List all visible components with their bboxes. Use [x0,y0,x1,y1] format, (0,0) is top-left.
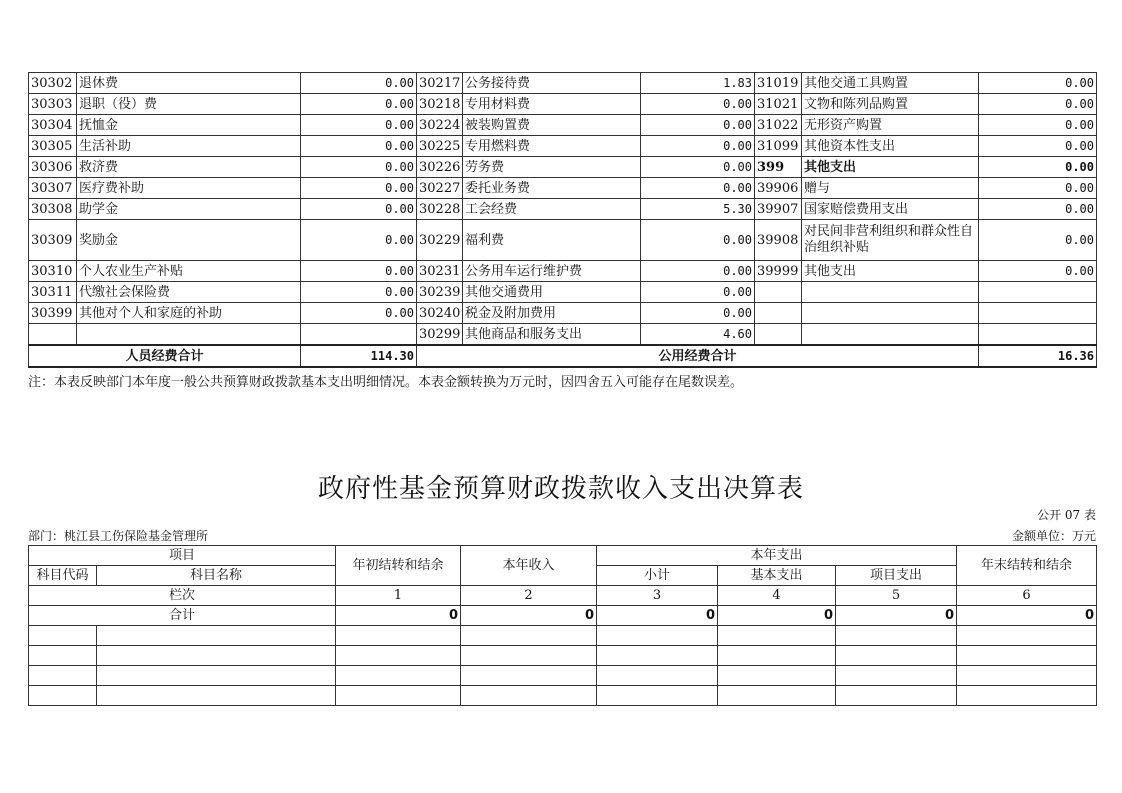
subject-code: 30306 [29,157,77,178]
subject-name: 抚恤金 [77,115,301,136]
subject-name: 税金及附加费用 [463,303,641,324]
empty-cell [336,646,461,666]
subject-code: 30310 [29,261,77,282]
subject-code: 30226 [417,157,463,178]
table-row [29,157,1097,178]
empty-cell [97,666,336,686]
total-value: 0 [718,606,836,626]
empty-cell [957,686,1097,706]
subject-code: 31019 [755,73,802,94]
amount: 0.00 [979,157,1097,178]
empty-cell [461,626,597,646]
empty-row [29,666,1097,686]
empty-cell [597,626,718,646]
subject-name: 退职（役）费 [77,94,301,115]
header-expense: 本年支出 [597,546,957,566]
subject-name: 劳务费 [463,157,641,178]
amount: 4.60 [641,324,755,346]
empty-cell [29,686,97,706]
subject-name: 其他对个人和家庭的补助 [77,303,301,324]
empty-cell [597,646,718,666]
amount: 0.00 [641,94,755,115]
total-row [29,345,1097,367]
subject-name: 其他商品和服务支出 [463,324,641,346]
subject-code: 39999 [755,261,802,282]
amount: 0.00 [301,136,417,157]
subject-code: 30240 [417,303,463,324]
subject-name: 赠与 [802,178,979,199]
column-number: 6 [957,586,1097,606]
header-closing: 年末结转和结余 [957,546,1097,586]
subject-name: 助学金 [77,199,301,220]
amount: 0.00 [301,199,417,220]
empty-cell [836,686,957,706]
column-number: 4 [718,586,836,606]
subject-name: 个人农业生产补贴 [77,261,301,282]
empty-cell [836,666,957,686]
header-name: 科目名称 [97,566,336,586]
subject-code: 30299 [417,324,463,346]
empty-cell [29,324,77,346]
subject-name: 救济费 [77,157,301,178]
subject-name: 其他资本性支出 [802,136,979,157]
subject-name: 专用燃料费 [463,136,641,157]
subject-name: 奖励金 [77,220,301,261]
subject-name: 公务接待费 [463,73,641,94]
empty-cell [802,324,979,346]
subject-name: 委托业务费 [463,178,641,199]
subject-code: 30399 [29,303,77,324]
amount: 0.00 [641,220,755,261]
empty-cell [29,666,97,686]
empty-cell [336,666,461,686]
column-number-row [29,586,1097,606]
total-value: 0 [461,606,597,626]
subject-code: 30224 [417,115,463,136]
empty-cell [957,626,1097,646]
subject-code: 30218 [417,94,463,115]
amount: 0.00 [979,261,1097,282]
empty-cell [97,646,336,666]
amount: 0.00 [301,73,417,94]
total-label: 合计 [29,606,336,626]
header-basic: 基本支出 [718,566,836,586]
empty-cell [802,282,979,303]
empty-cell [597,666,718,686]
empty-cell [979,303,1097,324]
amount: 0.00 [301,115,417,136]
form-code: 公开 07 表 [1037,508,1096,522]
empty-cell [29,626,97,646]
personnel-total-value: 114.30 [301,345,417,367]
header-income: 本年收入 [461,546,597,586]
subject-name: 公务用车运行维护费 [463,261,641,282]
subject-name: 其他支出 [802,157,979,178]
table-row [29,220,1097,261]
total-value: 0 [336,606,461,626]
subject-name: 工会经费 [463,199,641,220]
empty-cell [957,646,1097,666]
table-note: 注：本表反映部门本年度一般公共预算财政拨款基本支出明细情况。本表金额转换为万元时，因四舍五入可能存在尾数误差。 [28,375,744,390]
table-row [29,324,1097,346]
subject-code: 30228 [417,199,463,220]
amount: 0.00 [979,94,1097,115]
column-row-label: 栏次 [29,586,336,606]
subject-name: 无形资产购置 [802,115,979,136]
empty-cell [718,646,836,666]
empty-cell [336,626,461,646]
amount: 0.00 [979,199,1097,220]
subject-code: 39906 [755,178,802,199]
table-row [29,73,1097,94]
empty-cell [802,303,979,324]
subject-name: 专用材料费 [463,94,641,115]
subject-code: 30308 [29,199,77,220]
subject-code: 31022 [755,115,802,136]
column-number: 1 [336,586,461,606]
total-value: 0 [597,606,718,626]
subject-code: 30303 [29,94,77,115]
empty-cell [718,666,836,686]
subject-code: 31099 [755,136,802,157]
amount: 0.00 [979,115,1097,136]
empty-cell [957,666,1097,686]
amount: 0.00 [641,303,755,324]
column-number: 2 [461,586,597,606]
table-row [29,136,1097,157]
subject-code: 30311 [29,282,77,303]
empty-row [29,626,1097,646]
basic-expenditure-table [28,72,1097,368]
empty-cell [77,324,301,346]
public-total-label: 公用经费合计 [417,345,979,367]
subject-name: 福利费 [463,220,641,261]
subject-code: 30307 [29,178,77,199]
empty-cell [836,646,957,666]
amount: 5.30 [641,199,755,220]
amount: 0.00 [641,178,755,199]
personnel-total-label: 人员经费合计 [29,345,301,367]
empty-cell [97,686,336,706]
subject-code: 30302 [29,73,77,94]
subject-code: 30231 [417,261,463,282]
subject-name: 退休费 [77,73,301,94]
subject-name: 其他交通费用 [463,282,641,303]
amount: 0.00 [979,73,1097,94]
amount: 0.00 [641,261,755,282]
table-row [29,282,1097,303]
total-value: 0 [957,606,1097,626]
subject-name: 国家赔偿费用支出 [802,199,979,220]
empty-cell [461,646,597,666]
empty-cell [336,686,461,706]
subject-name: 生活补助 [77,136,301,157]
empty-cell [979,324,1097,346]
subject-name: 医疗费补助 [77,178,301,199]
amount: 0.00 [641,136,755,157]
subject-code: 39907 [755,199,802,220]
empty-cell [301,324,417,346]
subject-name: 被装购置费 [463,115,641,136]
subject-name: 代缴社会保险费 [77,282,301,303]
empty-cell [718,626,836,646]
subject-code: 30304 [29,115,77,136]
header-item: 项目 [29,546,336,566]
column-number: 5 [836,586,957,606]
subject-code: 30225 [417,136,463,157]
public-total-value: 16.36 [979,345,1097,367]
header-opening: 年初结转和结余 [336,546,461,586]
header-code: 科目代码 [29,566,97,586]
amount: 0.00 [301,282,417,303]
total-row [29,606,1097,626]
amount: 0.00 [979,178,1097,199]
amount: 0.00 [641,115,755,136]
amount: 0.00 [301,261,417,282]
table-row [29,115,1097,136]
empty-row [29,646,1097,666]
empty-cell [836,626,957,646]
amount: 0.00 [301,178,417,199]
header-project: 项目支出 [836,566,957,586]
empty-cell [979,282,1097,303]
subject-code: 39908 [755,220,802,261]
subject-name: 文物和陈列品购置 [802,94,979,115]
department-label: 部门：桃江县工伤保险基金管理所 [28,529,209,543]
subject-code: 30309 [29,220,77,261]
amount: 0.00 [301,94,417,115]
table-row [29,303,1097,324]
empty-cell [29,646,97,666]
empty-cell [755,282,802,303]
subject-code: 30229 [417,220,463,261]
amount: 1.83 [641,73,755,94]
amount: 0.00 [301,220,417,261]
subject-code: 30217 [417,73,463,94]
subject-name: 对民间非营利组织和群众性自治组织补贴 [802,220,979,261]
empty-cell [97,626,336,646]
table-row [29,261,1097,282]
amount: 0.00 [979,220,1097,261]
subject-code: 399 [755,157,802,178]
subject-code: 30305 [29,136,77,157]
table-row [29,178,1097,199]
subject-code: 31021 [755,94,802,115]
page-title: 政府性基金预算财政拨款收入支出决算表 [317,474,804,504]
empty-row [29,686,1097,706]
header-row [29,546,1097,566]
amount: 0.00 [641,157,755,178]
header-subtotal: 小计 [597,566,718,586]
column-number: 3 [597,586,718,606]
empty-cell [718,686,836,706]
table-row [29,199,1097,220]
subject-name: 其他支出 [802,261,979,282]
total-value: 0 [836,606,957,626]
empty-cell [755,324,802,346]
empty-cell [597,686,718,706]
unit-label: 金额单位：万元 [1011,529,1096,543]
amount: 0.00 [301,303,417,324]
subject-name: 其他交通工具购置 [802,73,979,94]
empty-cell [755,303,802,324]
amount: 0.00 [979,136,1097,157]
subject-code: 30227 [417,178,463,199]
table-row [29,94,1097,115]
government-fund-table [28,545,1097,706]
empty-cell [461,666,597,686]
amount: 0.00 [641,282,755,303]
amount: 0.00 [301,157,417,178]
empty-cell [461,686,597,706]
subject-code: 30239 [417,282,463,303]
